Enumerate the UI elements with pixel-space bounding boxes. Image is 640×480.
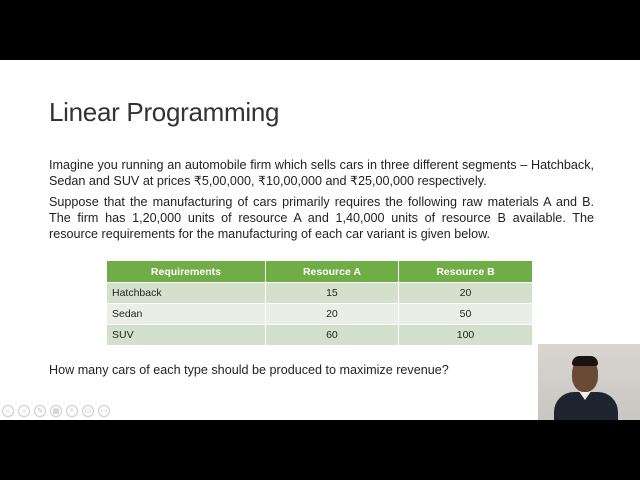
next-icon[interactable]: ›: [18, 405, 30, 417]
table-cell: 60: [265, 325, 398, 346]
table-header-row: [107, 261, 533, 283]
header-cell: Requirements: [107, 261, 265, 283]
previous-icon[interactable]: ‹: [2, 405, 14, 417]
table-cell: 15: [265, 283, 398, 304]
table-cell: 50: [399, 304, 533, 325]
slide-title: Linear Programming: [49, 97, 280, 127]
more-icon[interactable]: ⋯: [98, 405, 110, 417]
intro-paragraph: Imagine you running an automobile firm which sells cars in three different segments – Hatchback, Sedan and SUV at prices ₹5,00,000, ₹10,00,000 and ₹25,00,000 respectively.: [49, 158, 594, 188]
pen-icon[interactable]: ✎: [34, 405, 46, 417]
header-cell: Resource A: [265, 261, 398, 283]
presenter-hair: [572, 356, 598, 366]
question-text: How many cars of each type should be produced to maximize revenue?: [49, 363, 449, 377]
zoom-icon[interactable]: ⌕: [66, 405, 78, 417]
webcam-overlay: [538, 344, 640, 420]
table-row: [107, 325, 533, 346]
table-cell: 100: [399, 325, 533, 346]
slideshow-nav-toolbar: [2, 405, 110, 417]
table-cell: SUV: [107, 325, 265, 346]
table-cell: Hatchback: [107, 283, 265, 304]
resources-paragraph: Suppose that the manufacturing of cars primarily requires the following raw materials A and B. The firm has 1,20,000 units of resource A and 1,40,000 units of resource B available. The resource requirements for the manufacturing of each car variant is given below.: [49, 195, 594, 241]
header-cell: Resource B: [399, 261, 533, 283]
table-row: [107, 283, 533, 304]
table-cell: 20: [399, 283, 533, 304]
table-cell: Sedan: [107, 304, 265, 325]
table-row: [107, 304, 533, 325]
requirements-table: [107, 261, 533, 345]
subtitles-icon[interactable]: ▭: [82, 405, 94, 417]
slides-icon[interactable]: ▦: [50, 405, 62, 417]
table-cell: 20: [265, 304, 398, 325]
